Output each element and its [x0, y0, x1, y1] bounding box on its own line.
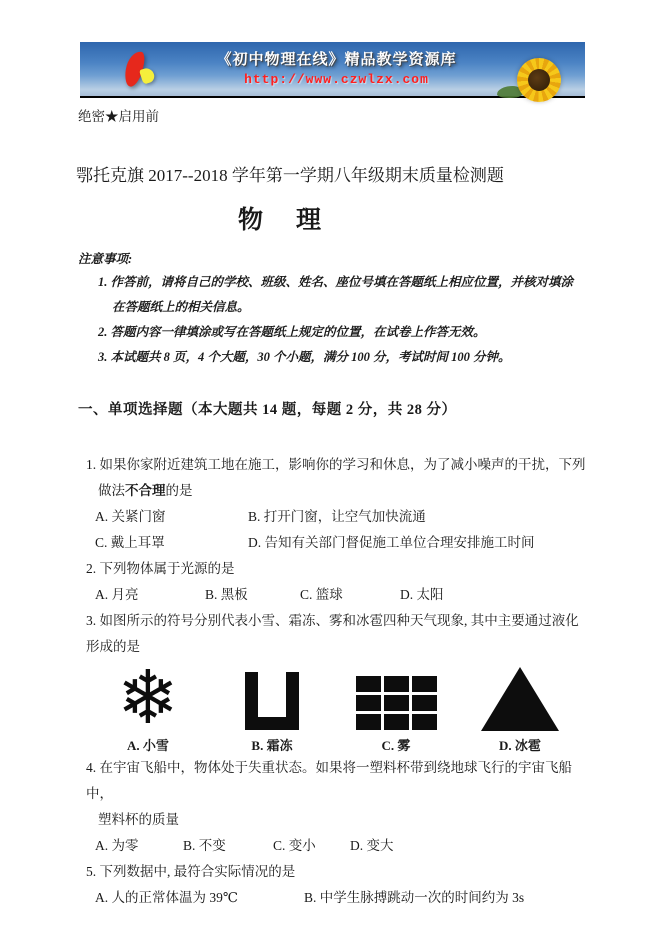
question-5-options-row	[95, 885, 588, 911]
question-1-stem-post: 的是	[165, 483, 193, 498]
figure-fog	[334, 665, 458, 753]
question-2-options-row	[95, 582, 588, 608]
question-1	[78, 452, 588, 556]
figure-frost	[210, 665, 334, 753]
question-4	[78, 755, 588, 859]
notes-item-3: 3. 本试题共 8 页，4 个大题，30 个小题，满分 100 分，考试时间 100 分钟。	[98, 350, 511, 364]
site-banner	[80, 42, 585, 98]
notes-item-1: 1. 作答前，请将自己的学校、班级、姓名、座位号填在答题纸上相应位置，并核对填涂在答题纸上的相关信息。	[98, 275, 574, 314]
question-1-option-a: A. 关紧门窗	[95, 509, 166, 524]
question-3	[78, 608, 588, 753]
hail-triangle-icon	[481, 667, 559, 731]
question-5-option-b: B. 中学生脉搏跳动一次的时间约为 3s	[304, 890, 525, 905]
question-2-option-d: D. 太阳	[400, 587, 444, 602]
question-2-option-b: B. 黑板	[205, 587, 248, 602]
question-1-option-c: C. 戴上耳罩	[95, 535, 165, 550]
question-5-stem: 5. 下列数据中, 最符合实际情况的是	[86, 864, 296, 879]
banner-url-link[interactable]: http://www.czwlzx.com	[244, 72, 429, 87]
figure-hail	[458, 665, 582, 753]
sunflower-image	[517, 58, 561, 102]
question-2	[78, 556, 588, 608]
question-2-option-a: A. 月亮	[95, 587, 139, 602]
figure-light-snow	[86, 655, 210, 753]
question-5-option-a: A. 人的正常体温为 39℃	[95, 890, 238, 905]
question-3-stem: 3. 如图所示的符号分别代表小雪、霜冻、雾和冰雹四种天气现象, 其中主要通过液化形成的是	[86, 613, 579, 654]
question-2-option-c: C. 篮球	[300, 587, 343, 602]
question-1-stem-emphasis: 不合理	[125, 483, 166, 498]
figure-label-a: A. 小雪	[127, 738, 169, 753]
exam-title: 鄂托克旗 2017--2018 学年第一学期八年级期末质量检测题	[76, 166, 504, 185]
question-4-option-c: C. 变小	[273, 838, 316, 853]
exam-notes	[78, 248, 578, 370]
question-4-options-row	[95, 833, 588, 859]
notes-heading: 注意事项:	[78, 252, 133, 266]
figure-label-b: B. 霜冻	[251, 738, 293, 753]
question-1-option-b: B. 打开门窗，让空气加快流通	[248, 509, 426, 524]
question-4-option-a: A. 为零	[95, 838, 139, 853]
question-1-stem-pre: 做法	[98, 483, 125, 498]
subject-title: 物 理	[238, 207, 326, 234]
question-1-stem-line2	[98, 478, 588, 504]
banner-text	[152, 48, 521, 87]
notes-item-2: 2. 答题内容一律填涂或写在答题纸上规定的位置，在试卷上作答无效。	[98, 325, 486, 339]
figure-label-c: C. 雾	[381, 738, 411, 753]
snowflake-icon: ❄	[116, 655, 179, 741]
question-4-option-d: D. 变大	[350, 838, 394, 853]
banner-site-title: 《初中物理在线》精品教学资源库	[216, 52, 457, 68]
security-classification-label: 绝密★启用前	[78, 109, 159, 124]
figure-label-d: D. 冰雹	[499, 738, 541, 753]
fog-icon	[356, 676, 437, 730]
question-4-stem-line2: 塑料杯的质量	[98, 812, 179, 827]
weather-symbol-figures	[86, 655, 582, 753]
frost-icon	[245, 672, 299, 730]
question-4-option-b: B. 不变	[183, 838, 226, 853]
question-2-stem: 2. 下列物体属于光源的是	[86, 561, 235, 576]
question-1-options-row-1	[95, 504, 588, 530]
question-4-stem-line1: 4. 在宇宙飞船中，物体处于失重状态。如果将一塑料杯带到绕地球飞行的宇宙飞船中，	[86, 760, 572, 801]
question-5	[78, 859, 588, 911]
section-heading-multiple-choice: 一、单项选择题（本大题共 14 题，每题 2 分，共 28 分）	[78, 402, 457, 418]
question-1-stem-line1: 1. 如果你家附近建筑工地在施工，影响你的学习和休息，为了减小噪声的干扰，下列	[86, 457, 586, 472]
sunflower-center	[528, 69, 550, 91]
question-1-option-d: D. 告知有关部门督促施工单位合理安排施工时间	[248, 535, 535, 550]
question-1-options-row-2	[95, 530, 588, 556]
question-list	[78, 452, 588, 911]
